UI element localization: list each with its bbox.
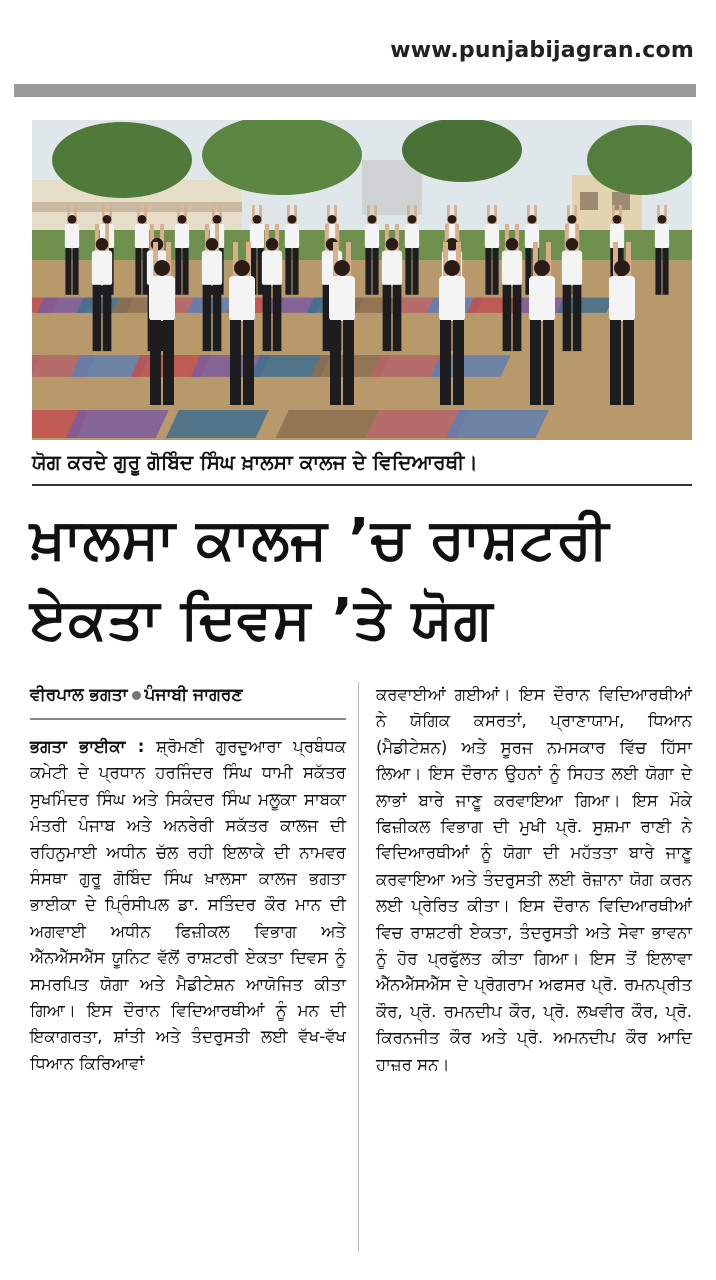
column-divider (358, 682, 359, 1252)
headline-line-2: ਏਕਤਾ ਦਿਵਸ ’ਤੇ ਯੋਗ (30, 587, 494, 652)
article-column-left (30, 682, 346, 1077)
dateline: ਭਗਤਾ ਭਾਈਕਾ : (30, 737, 145, 756)
headline (30, 500, 690, 660)
byline (30, 682, 346, 708)
byline-publication: ਪੰਜਾਬੀ ਜਾਗਰਣ (144, 685, 243, 705)
top-divider (14, 84, 696, 97)
yoga-mat (276, 410, 379, 438)
headline-line-1: ਖ਼ਾਲਸਾ ਕਾਲਜ ’ਚ ਰਾਸ਼ਟਰੀ (30, 507, 610, 572)
article-column-right (376, 682, 692, 1078)
byline-dot-icon (132, 691, 141, 700)
yoga-mat (446, 410, 549, 438)
yoga-students-photo (32, 120, 692, 440)
article-text-left: ਸ਼੍ਰੋਮਣੀ ਗੁਰਦੁਆਰਾ ਪ੍ਰਬੰਧਕ ਕਮੇਟੀ ਦੇ ਪ੍ਰਧਾਨ ਹਰਜਿੰਦਰ ਸਿੰਘ ਧਾਮੀ ਸਕੱਤਰ ਸੁਖਮਿੰਦਰ ਸਿੰਘ ਅਤੇ ਸਿਕੰਦਰ ਸਿੰਘ ਮਲੂਕਾ ਸਾਬਕਾ ਮੰਤਰੀ ਪੰਜਾਬ ਅਤੇ ਅਨਰੇਰੀ ਸਕੱਤਰ ਕਾਲਜ ਦੀ ਰਹਿਨੁਮਾਈ ਅਧੀਨ ਚੱਲ ਰਹੀ ਇਲਾਕੇ ਦੀ ਨਾਮਵਰ ਸੰਸਥਾ ਗੁਰੂ ਗੋਬਿੰਦ ਸਿੰਘ ਖ਼ਾਲਸਾ ਕਾਲਜ ਭਗਤਾ ਭਾਈਕਾ ਦੇ ਪ੍ਰਿੰਸੀਪਲ ਡਾ. ਸਤਿੰਦਰ ਕੌਰ ਮਾਨ ਦੀ ਅਗਵਾਈ ਅਧੀਨ ਫਿਜ਼ੀਕਲ ਵਿਭਾਗ ਅਤੇ ਐੱਨਐੱਸਐੱਸ ਯੂਨਿਟ ਵੱਲੋਂ ਰਾਸ਼ਟਰੀ ਏਕਤਾ ਦਿਵਸ ਨੂੰ ਸਮਰਪਿਤ ਯੋਗਾ ਅਤੇ ਮੈਡੀਟੇਸ਼ਨ ਆਯੋਜਿਤ ਕੀਤਾ ਗਿਆ। ਇਸ ਦੌਰਾਨ ਵਿਦਿਆਰਥੀਆਂ ਨੂੰ ਮਨ ਦੀ ਇਕਾਗਰਤਾ, ਸ਼ਾਂਤੀ ਅਤੇ ਤੰਦਰੁਸਤੀ ਲਈ ਵੱਖ-ਵੱਖ ਧਿਆਨ ਕਿਰਿਆਵਾਂ (30, 737, 346, 1073)
article-text-right: ਕਰਵਾਈਆਂ ਗਈਆਂ। ਇਸ ਦੌਰਾਨ ਵਿਦਿਆਰਥੀਆਂ ਨੇ ਯੋਗਿਕ ਕਸਰਤਾਂ, ਪ੍ਰਾਣਾਯਾਮ, ਧਿਆਨ (ਮੈਡੀਟੇਸ਼ਨ) ਅਤੇ ਸੂਰਜ ਨਮਸਕਾਰ ਵਿੱਚ ਹਿੱਸਾ ਲਿਆ। ਇਸ ਦੌਰਾਨ ਉਹਨਾਂ ਨੂੰ ਸਿਹਤ ਲਈ ਯੋਗਾ ਦੇ ਲਾਭਾਂ ਬਾਰੇ ਜਾਣੂ ਕਰਵਾਇਆ ਗਿਆ। ਇਸ ਮੌਕੇ ਫਿਜ਼ੀਕਲ ਵਿਭਾਗ ਦੀ ਮੁਖੀ ਪ੍ਰੋ. ਸੁਸ਼ਮਾ ਰਾਣੀ ਨੇ ਵਿਦਿਆਰਥੀਆਂ ਨੂੰ ਯੋਗਾ ਦੀ ਮਹੱਤਤਾ ਬਾਰੇ ਜਾਣੂ ਕਰਵਾਇਆ ਅਤੇ ਤੰਦਰੁਸਤੀ ਲਈ ਰੋਜ਼ਾਨਾ ਯੋਗ ਕਰਨ ਲਈ ਪ੍ਰੇਰਿਤ ਕੀਤਾ। ਇਸ ਦੌਰਾਨ ਵਿਦਿਆਰਥੀਆਂ ਵਿਚ ਰਾਸ਼ਟਰੀ ਏਕਤਾ, ਤੰਦਰੁਸਤੀ ਅਤੇ ਸੇਵਾ ਭਾਵਨਾ ਨੂੰ ਹੋਰ ਪ੍ਰਫੁੱਲਤ ਕੀਤਾ ਗਿਆ। ਇਸ ਤੋਂ ਇਲਾਵਾ ਐੱਨਐੱਸਐੱਸ ਦੇ ਪ੍ਰੋਗਰਾਮ ਅਫਸਰ ਪ੍ਰੋ. ਰਮਨਪ੍ਰੀਤ ਕੌਰ, ਪ੍ਰੋ. ਰਮਨਦੀਪ ਕੌਰ, ਪ੍ਰੋ. ਲਖਵੀਰ ਕੌਰ, ਪ੍ਰੋ. ਕਿਰਨਜੀਤ ਕੌਰ ਅਤੇ ਪ੍ਰੋ. ਅਮਨਦੀਪ ਕੌਰ ਆਦਿ ਹਾਜ਼ਰ ਸਨ। (376, 685, 692, 1074)
yoga-mat (66, 410, 169, 438)
photo-caption: ਯੋਗ ਕਰਦੇ ਗੁਰੂ ਗੋਬਿੰਦ ਸਿੰਘ ਖ਼ਾਲਸਾ ਕਾਲਜ ਦੇ ਵਿਦਿਆਰਥੀ। (32, 450, 478, 474)
byline-divider (30, 718, 346, 720)
yoga-mat (166, 410, 269, 438)
site-url[interactable]: www.punjabijagran.com (390, 38, 694, 63)
byline-author: ਵੀਰਪਾਲ ਭਗਤਾ (30, 685, 128, 705)
caption-divider (32, 484, 692, 486)
article-paragraph-left (30, 734, 346, 1077)
